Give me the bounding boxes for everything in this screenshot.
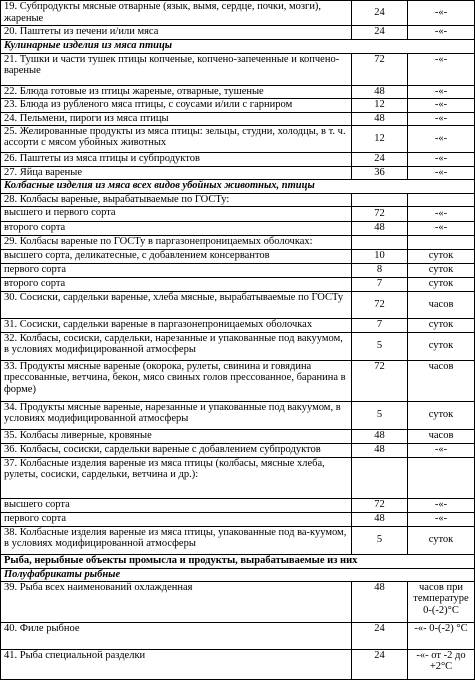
storage-hours-cell: 72 <box>352 291 408 318</box>
table-row <box>1 112 475 125</box>
storage-unit-cell: -«- <box>408 512 475 526</box>
table-row <box>1 98 475 112</box>
product-name-cell: второго сорта <box>1 221 352 235</box>
table-row <box>1 193 475 206</box>
table-row <box>1 291 475 318</box>
storage-unit-cell: -«- 0-(-2) °С <box>408 622 475 649</box>
table-row <box>1 235 475 249</box>
group-heading: Рыба, нерыбные объекты промысла и продукты, вырабатываемые из них <box>1 554 475 568</box>
table-row <box>1 125 475 152</box>
storage-unit-cell: -«- <box>408 98 475 112</box>
table-row <box>1 429 475 443</box>
table-row <box>1 512 475 526</box>
storage-unit-cell: -«- <box>408 166 475 179</box>
section-row <box>1 179 475 193</box>
storage-hours-cell: 48 <box>352 85 408 98</box>
product-name-cell: 19. Субпродукты мясные отварные (язык, вымя, сердце, почки, мозги), жареные <box>1 1 352 26</box>
table-row <box>1 221 475 235</box>
table-row <box>1 206 475 221</box>
table-body <box>1 1 475 680</box>
table-row <box>1 318 475 332</box>
storage-unit-cell: -«- <box>408 498 475 512</box>
storage-hours-cell: 48 <box>352 512 408 526</box>
product-name-cell: 20. Паштеты из печени и/или мяса <box>1 25 352 39</box>
product-name-cell: 33. Продукты мясные вареные (окорока, рулеты, свинина и говядина прессованные, ветчина, бекон, мясо свиных голов прессованное, баранина в форме) <box>1 360 352 401</box>
storage-unit-cell: суток <box>408 332 475 360</box>
product-name-cell: 39. Рыба всех наименований охлажденная <box>1 581 352 622</box>
product-name-cell: 41. Рыба специальной разделки <box>1 649 352 679</box>
storage-unit-cell: часов <box>408 291 475 318</box>
storage-hours-cell: 7 <box>352 318 408 332</box>
product-name-cell: высшего сорта, деликатесные, с добавлением консервантов <box>1 249 352 263</box>
table-row <box>1 581 475 622</box>
table-row <box>1 263 475 277</box>
product-name-cell: 38. Колбасные изделия вареные из мяса птицы, упакованные под ва-куумом, в условиях модифицированной атмосферы <box>1 526 352 554</box>
storage-unit-cell: часов <box>408 360 475 401</box>
storage-unit-cell: суток <box>408 526 475 554</box>
storage-unit-cell: -«- <box>408 53 475 85</box>
section-heading: Полуфабрикаты рыбные <box>1 568 475 581</box>
storage-hours-cell: 36 <box>352 166 408 179</box>
table-row <box>1 1 475 26</box>
product-name-cell: 36. Колбасы, сосиски, сардельки вареные с добавлением субпродуктов <box>1 443 352 457</box>
storage-hours-cell <box>352 457 408 498</box>
storage-unit-cell: -«- <box>408 1 475 26</box>
section-heading: Колбасные изделия из мяса всех видов убойных животных, птицы <box>1 179 475 193</box>
storage-hours-cell: 72 <box>352 53 408 85</box>
storage-unit-cell: суток <box>408 318 475 332</box>
storage-hours-cell: 10 <box>352 249 408 263</box>
table-row <box>1 249 475 263</box>
storage-hours-cell <box>352 235 408 249</box>
table-row <box>1 25 475 39</box>
storage-hours-cell: 72 <box>352 206 408 221</box>
product-name-cell: 21. Тушки и части тушек птицы копченые, копчено-запеченные и копчено-вареные <box>1 53 352 85</box>
product-name-cell: 31. Сосиски, сардельки вареные в паргазонепроницаемых оболочках <box>1 318 352 332</box>
table-row <box>1 526 475 554</box>
storage-hours-cell: 48 <box>352 443 408 457</box>
storage-unit-cell: часов <box>408 429 475 443</box>
product-name-cell: 29. Колбасы вареные по ГОСТу в паргазонепроницаемых оболочках: <box>1 235 352 249</box>
table-row <box>1 443 475 457</box>
section-row <box>1 39 475 53</box>
product-name-cell: 27. Яйца вареные <box>1 166 352 179</box>
storage-hours-cell: 48 <box>352 581 408 622</box>
section-row <box>1 554 475 568</box>
storage-unit-cell: -«- от -2 до +2°С <box>408 649 475 679</box>
product-name-cell: 22. Блюда готовые из птицы жареные, отварные, тушеные <box>1 85 352 98</box>
storage-hours-cell: 7 <box>352 277 408 291</box>
product-name-cell: 26. Паштеты из мяса птицы и субпродуктов <box>1 152 352 166</box>
table-row <box>1 152 475 166</box>
storage-hours-cell: 24 <box>352 622 408 649</box>
storage-unit-cell: суток <box>408 401 475 429</box>
product-name-cell: первого сорта <box>1 263 352 277</box>
storage-hours-cell: 72 <box>352 498 408 512</box>
storage-unit-cell: -«- <box>408 152 475 166</box>
storage-hours-cell: 72 <box>352 360 408 401</box>
table-row <box>1 498 475 512</box>
storage-unit-cell <box>408 457 475 498</box>
storage-hours-cell: 5 <box>352 401 408 429</box>
storage-hours-cell <box>352 193 408 206</box>
storage-hours-cell: 24 <box>352 649 408 679</box>
product-name-cell: 24. Пельмени, пироги из мяса птицы <box>1 112 352 125</box>
table-row <box>1 622 475 649</box>
storage-unit-cell: -«- <box>408 125 475 152</box>
storage-unit-cell: суток <box>408 277 475 291</box>
storage-hours-cell: 5 <box>352 332 408 360</box>
product-name-cell: второго сорта <box>1 277 352 291</box>
storage-unit-cell: часов при температуре 0-(-2)°С <box>408 581 475 622</box>
storage-hours-cell: 12 <box>352 98 408 112</box>
storage-hours-cell: 48 <box>352 429 408 443</box>
storage-hours-cell: 24 <box>352 1 408 26</box>
table-row <box>1 85 475 98</box>
product-name-cell: 23. Блюда из рубленого мяса птицы, с соусами и/или с гарниром <box>1 98 352 112</box>
storage-hours-cell: 24 <box>352 25 408 39</box>
product-name-cell: 28. Колбасы вареные, вырабатываемые по ГОСТу: <box>1 193 352 206</box>
table-row <box>1 649 475 679</box>
storage-hours-cell: 24 <box>352 152 408 166</box>
table-row <box>1 457 475 498</box>
table-row <box>1 401 475 429</box>
product-name-cell: 40. Филе рыбное <box>1 622 352 649</box>
product-name-cell: высшего сорта <box>1 498 352 512</box>
product-name-cell: первого сорта <box>1 512 352 526</box>
table-row <box>1 277 475 291</box>
table-row <box>1 166 475 179</box>
storage-unit-cell <box>408 235 475 249</box>
storage-unit-cell <box>408 193 475 206</box>
storage-hours-cell: 8 <box>352 263 408 277</box>
storage-unit-cell: суток <box>408 249 475 263</box>
storage-unit-cell: -«- <box>408 25 475 39</box>
product-name-cell: 34. Продукты мясные вареные, нарезанные и упакованные под вакуумом, в условиях модифицированной атмосферы <box>1 401 352 429</box>
storage-unit-cell: суток <box>408 263 475 277</box>
table-row <box>1 53 475 85</box>
storage-unit-cell: -«- <box>408 112 475 125</box>
section-row <box>1 568 475 581</box>
product-name-cell: 32. Колбасы, сосиски, сардельки, нарезанные и упакованные под вакуумом, в условиях модифицированной атмосферы <box>1 332 352 360</box>
storage-hours-cell: 12 <box>352 125 408 152</box>
storage-unit-cell: -«- <box>408 206 475 221</box>
storage-hours-cell: 48 <box>352 221 408 235</box>
storage-unit-cell: -«- <box>408 85 475 98</box>
storage-hours-cell: 48 <box>352 112 408 125</box>
product-name-cell: высшего и первого сорта <box>1 206 352 221</box>
storage-unit-cell: -«- <box>408 443 475 457</box>
product-name-cell: 37. Колбасные изделия вареные из мяса птицы (колбасы, мясные хлеба, рулеты, сосиски, сардельки, ветчина и др.): <box>1 457 352 498</box>
table-row <box>1 332 475 360</box>
product-name-cell: 35. Колбасы ливерные, кровяные <box>1 429 352 443</box>
product-name-cell: 30. Сосиски, сардельки вареные, хлеба мясные, вырабатываемые по ГОСТу <box>1 291 352 318</box>
table-row <box>1 360 475 401</box>
section-heading: Кулинарные изделия из мяса птицы <box>1 39 475 53</box>
storage-unit-cell: -«- <box>408 221 475 235</box>
storage-hours-cell: 5 <box>352 526 408 554</box>
product-name-cell: 25. Желированные продукты из мяса птицы: зельцы, студни, холодцы, в т. ч. ассорти с мясом убойных животных <box>1 125 352 152</box>
